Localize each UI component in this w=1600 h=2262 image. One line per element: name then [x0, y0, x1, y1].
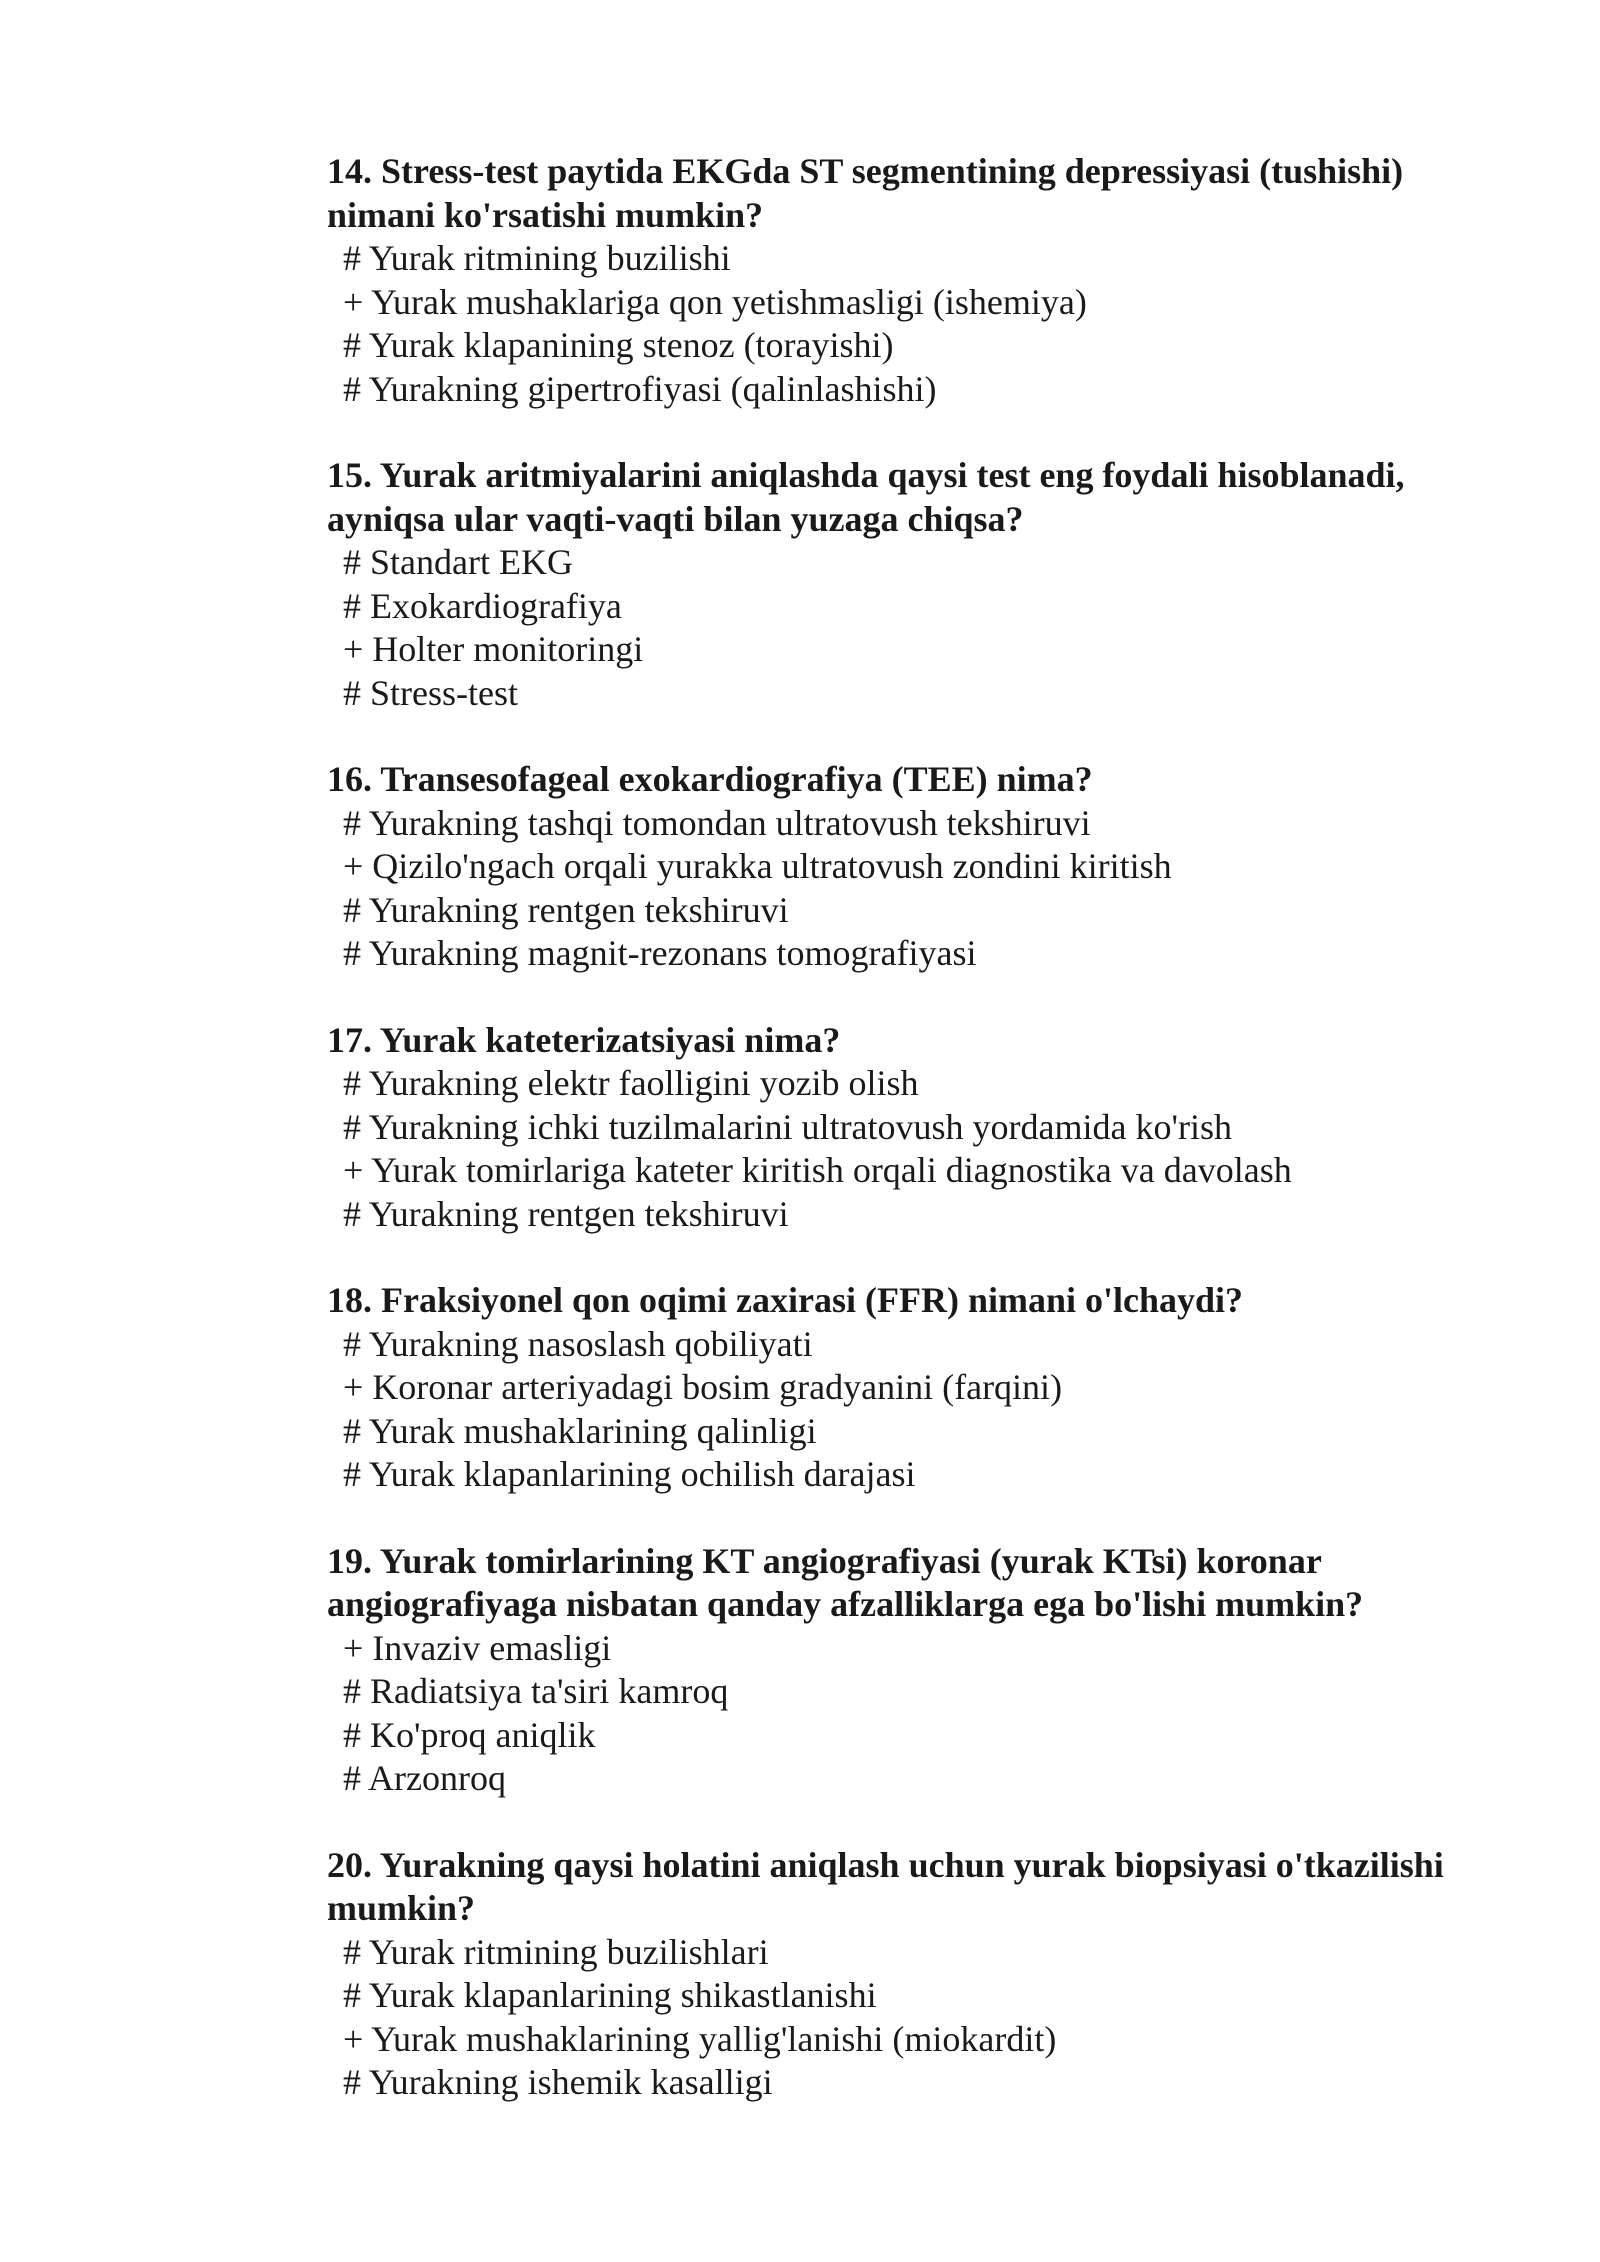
answer-option: # Exokardiografiya	[343, 585, 622, 626]
answer-list	[327, 1062, 1517, 1236]
answer-option: # Yurak klapanining stenoz (torayishi)	[343, 325, 894, 365]
question-19	[327, 1540, 1517, 1801]
answer-option: # Yurakning rentgen tekshiruvi	[343, 1193, 789, 1234]
answer-option-correct: + Holter monitoringi	[343, 629, 644, 669]
question-20	[327, 1844, 1517, 2105]
answer-option: # Yurakning magnit-rezonans tomografiyasi	[343, 933, 977, 973]
question-title: 18. Fraksiyonel qon oqimi zaxirasi (FFR) nimani o'lchaydi?	[327, 1280, 1244, 1320]
question-title: 17. Yurak kateterizatsiyasi nima?	[327, 1019, 841, 1060]
answer-list	[327, 1931, 1517, 2105]
question-title: 16. Transesofageal exokardiografiya (TEE) nima?	[327, 759, 1093, 799]
answer-list	[327, 237, 1517, 411]
answer-option: # Yurakning tashqi tomondan ultratovush tekshiruvi	[343, 802, 1091, 843]
question-16	[327, 758, 1517, 976]
answer-option: # Yurak ritmining buzilishlari	[343, 1931, 769, 1972]
answer-list	[327, 541, 1517, 715]
quiz-content	[327, 150, 1517, 2148]
answer-option-correct: + Invaziv emasligi	[343, 1627, 612, 1668]
answer-option-correct: + Qizilo'ngach orqali yurakka ultratovush zondini kiritish	[343, 846, 1172, 886]
answer-option: # Standart EKG	[343, 542, 573, 582]
answer-option: # Yurak klapanlarining ochilish darajasi	[343, 1454, 916, 1494]
answer-option-correct: + Koronar arteriyadagi bosim gradyanini (farqini)	[343, 1367, 1063, 1407]
answer-list	[327, 1627, 1517, 1801]
question-14	[327, 150, 1517, 411]
answer-option: # Yurakning ishemik kasalligi	[343, 2062, 773, 2102]
answer-option: # Yurak ritmining buzilishi	[343, 238, 731, 278]
answer-option: # Radiatsiya ta'siri kamroq	[343, 1671, 729, 1711]
answer-option-correct: + Yurak mushaklariga qon yetishmasligi (ishemiya)	[343, 281, 1087, 322]
answer-option: # Yurakning nasoslash qobiliyati	[343, 1323, 813, 1364]
answer-list	[327, 802, 1517, 976]
answer-option: # Yurak mushaklarining qalinligi	[343, 1410, 817, 1451]
answer-option: # Yurakning ichki tuzilmalarini ultratovush yordamida ko'rish	[343, 1106, 1232, 1147]
answer-option: # Yurakning elektr faolligini yozib olish	[343, 1063, 919, 1103]
answer-option: # Yurak klapanlarining shikastlanishi	[343, 1975, 877, 2015]
answer-option: # Yurakning gipertrofiyasi (qalinlashishi)	[343, 368, 937, 409]
answer-option: # Stress-test	[343, 672, 518, 713]
answer-option: # Ko'proq aniqlik	[343, 1714, 596, 1755]
question-title: 20. Yurakning qaysi holatini aniqlash uchun yurak biopsiyasi o'tkazilishi mumkin?	[327, 1844, 1444, 1928]
question-title: 15. Yurak aritmiyalarini aniqlashda qaysi test eng foydali hisoblanadi, ayniqsa ular vaqti-vaqti bilan yuzaga chiqsa?	[327, 455, 1405, 539]
question-17	[327, 1019, 1517, 1237]
answer-option: # Arzonroq	[343, 1758, 506, 1798]
question-15	[327, 454, 1517, 715]
answer-option-correct: + Yurak tomirlariga kateter kiritish orqali diagnostika va davolash	[343, 1150, 1292, 1190]
answer-option-correct: + Yurak mushaklarining yallig'lanishi (miokardit)	[343, 2018, 1057, 2059]
answer-option: # Yurakning rentgen tekshiruvi	[343, 889, 789, 930]
answer-list	[327, 1323, 1517, 1497]
question-18	[327, 1279, 1517, 1497]
question-title: 19. Yurak tomirlarining KT angiografiyasi (yurak KTsi) koronar angiografiyaga nisbatan qanday afzalliklarga ega bo'lishi mumkin?	[327, 1540, 1364, 1624]
question-title: 14. Stress-test paytida EKGda ST segmentining depressiyasi (tushishi) nimani ko'rsatishi mumkin?	[327, 151, 1404, 235]
